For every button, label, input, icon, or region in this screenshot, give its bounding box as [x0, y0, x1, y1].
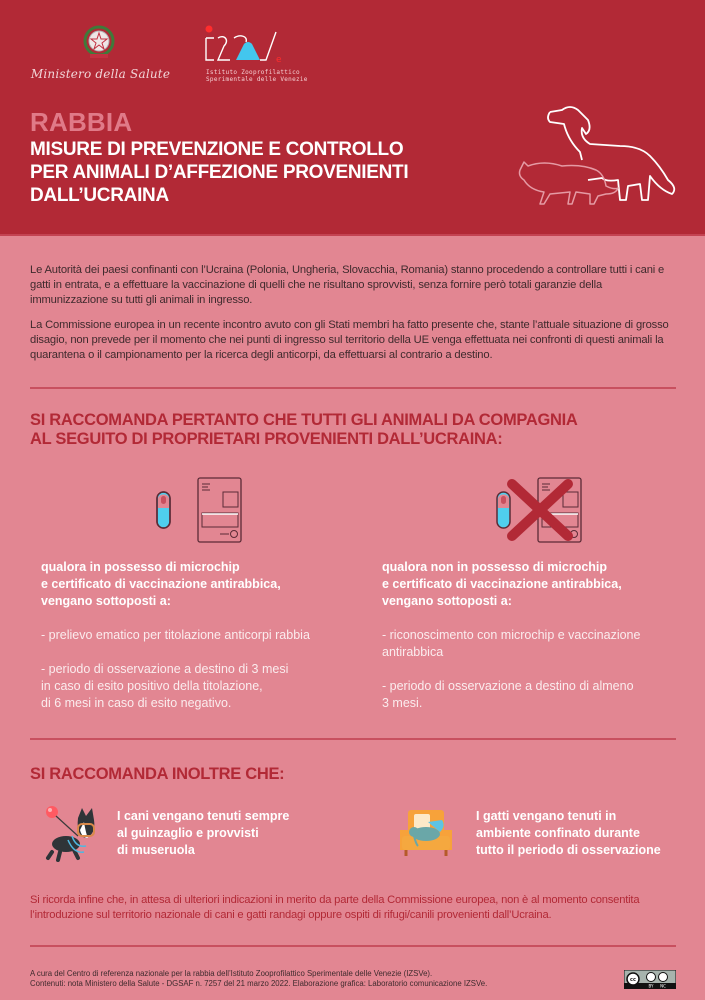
divider [30, 738, 676, 740]
izsve-subtitle [206, 69, 308, 83]
dog-and-cat-outline-icon [510, 100, 690, 210]
recommendation-dogs: I cani vengano tenuti sempre al guinzaglio e provvisti di museruola [117, 809, 290, 857]
section-title-line: AL SEGUITO DI PROPRIETARI PROVENIENTI DALL’UCRAINA: [30, 430, 503, 448]
column-with-microchip [41, 559, 361, 712]
svg-text:BY: BY [648, 983, 654, 989]
lead-line: vengano sottoposti a: [41, 594, 171, 608]
title-line: DALL’UCRAINA [30, 185, 169, 206]
header-banner [0, 0, 705, 236]
column-lead [41, 559, 361, 610]
svg-text:e: e [276, 55, 282, 64]
title-disease: RABBIA [30, 107, 133, 137]
lead-line: qualora in possesso di microchip [41, 560, 240, 574]
title-line: PER ANIMALI D’AFFEZIONE PROVENIENTI [30, 162, 409, 183]
izsve-mark-icon [200, 24, 290, 64]
izsve-logo [200, 24, 310, 86]
section-title-recommendation [30, 411, 578, 449]
creative-commons-license-icon [624, 970, 676, 989]
divider [30, 945, 676, 947]
section-title-line: SI RACCOMANDA PERTANTO CHE TUTTI GLI ANIMALI DA COMPAGNIA [30, 411, 578, 429]
no-microchip-certificate-icon [490, 470, 590, 550]
title-line: MISURE DI PREVENZIONE E CONTROLLO [30, 139, 404, 160]
section-title-further: SI RACCOMANDA INOLTRE CHE: [30, 765, 285, 783]
column-lead [382, 559, 702, 610]
intro-paragraph-2: La Commissione europea in un recente incontro avuto con gli Stati membri ha fatto presente che, stante l’attuale situazione di grosso disagio, non prevede per il momento che nei punti di ingresso sul territorio della UE venga effettuata nei confronti di questi animali la quarantena o il campionamento per la ricerca degli anticorpi, da effettuarsi al contrario a destino. [30, 319, 669, 361]
ministry-name: Ministero della Salute [30, 67, 171, 81]
lead-line: qualora non in possesso di microchip [382, 560, 608, 574]
list-item: - periodo di osservazione a destino di almeno 3 mesi. [382, 679, 634, 710]
page-title [30, 138, 460, 207]
izsve-line1: Istituto Zooprofilattico [206, 69, 300, 76]
izsve-line2: Sperimentale delle Venezie [206, 76, 308, 83]
divider [30, 387, 676, 389]
italian-emblem-icon [81, 24, 117, 60]
cat-armchair-icon [396, 806, 456, 858]
lead-line: e certificato di vaccinazione antirabbica, [382, 577, 622, 591]
list-item: - riconoscimento con microchip e vaccinazione antirabbica [382, 628, 641, 659]
list-item: - periodo di osservazione a destino di 3 mesi in caso di esito positivo della titolazione, di 6 mesi in caso di esito negativo. [41, 662, 289, 710]
closing-note: Si ricorda infine che, in attesa di ulteriori indicazioni in merito da parte della Commissione europea, non è al momento consentita l’introduzione sul territorio nazionale di cani e gatti randagi oppure ospiti di rifugi/canili provenienti dall’Ucraina. [30, 894, 640, 921]
list-item: - prelievo ematico per titolazione anticorpi rabbia [41, 628, 310, 642]
intro-paragraph-1: Le Autorità dei paesi confinanti con l’Ucraina (Polonia, Ungheria, Slovacchia, Romania) stanno procedendo a controllare tutti i cani e gatti in entrata, e a effettuare la vaccinazione di quelli che ne risultano sprovvisti, senza fornire però totali garanzie della immunizzazione su tutti gli animali in ingresso. [30, 264, 665, 306]
dog-leash-muzzle-icon [38, 800, 103, 862]
column-without-microchip [382, 559, 702, 712]
footer-line: A cura del Centro di referenza nazionale per la rabbia dell’Istituto Zooprofilattico Sperimentale delle Venezie (IZSVe). [30, 969, 433, 978]
recommendation-cats: I gatti vengano tenuti in ambiente confinato durante tutto il periodo di osservazione [476, 809, 661, 857]
footer-credits [30, 969, 610, 988]
ministry-logo [28, 24, 171, 86]
footer-line: Contenuti: nota Ministero della Salute - DGSAF n. 7257 del 21 marzo 2022. Elaborazione grafica: Laboratorio comunicazione IZSVe. [30, 978, 488, 988]
lead-line: e certificato di vaccinazione antirabbica, [41, 577, 281, 591]
lead-line: vengano sottoposti a: [382, 594, 512, 608]
svg-text:cc: cc [630, 977, 636, 983]
svg-text:NC: NC [660, 983, 666, 989]
microchip-certificate-icon [150, 470, 250, 550]
